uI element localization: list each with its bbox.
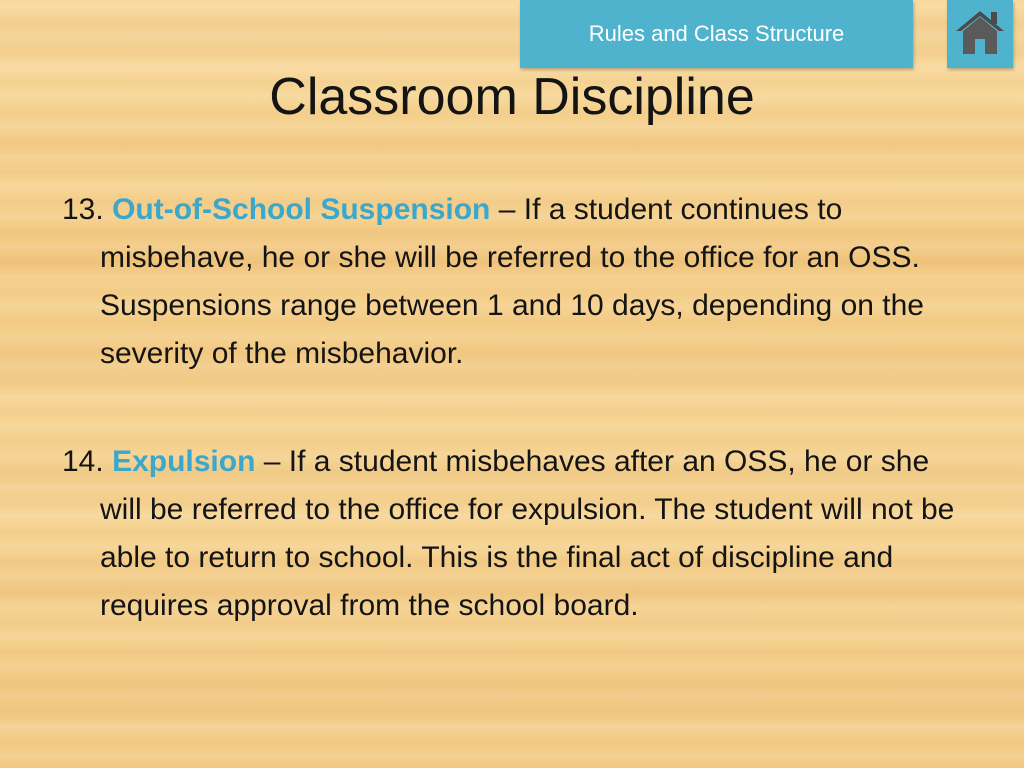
- item-description: – If a student continues to misbehave, he or she will be referred to the office for an OSS. Suspensions range between 1 and 10 days, depending on the severity of the misbehavior.: [100, 193, 924, 370]
- list-item-expulsion: [62, 438, 962, 630]
- term-expulsion: Expulsion: [112, 445, 256, 478]
- slide-title: Classroom Discipline: [269, 68, 755, 126]
- home-button[interactable]: [947, 0, 1013, 68]
- home-icon: [954, 7, 1006, 62]
- slide-content: [62, 186, 962, 690]
- section-tab-rules[interactable]: [520, 0, 913, 68]
- section-tab-label: Rules and Class Structure: [588, 21, 845, 46]
- list-item-oss: [62, 186, 962, 378]
- item-number: 14.: [62, 445, 104, 478]
- term-oss: Out-of-School Suspension: [112, 193, 491, 226]
- item-number: 13.: [62, 193, 104, 226]
- item-description: – If a student misbehaves after an OSS, he or she will be referred to the office for expulsion. The student will not be able to return to school. This is the final act of discipline and requires approval from the school board.: [100, 445, 955, 622]
